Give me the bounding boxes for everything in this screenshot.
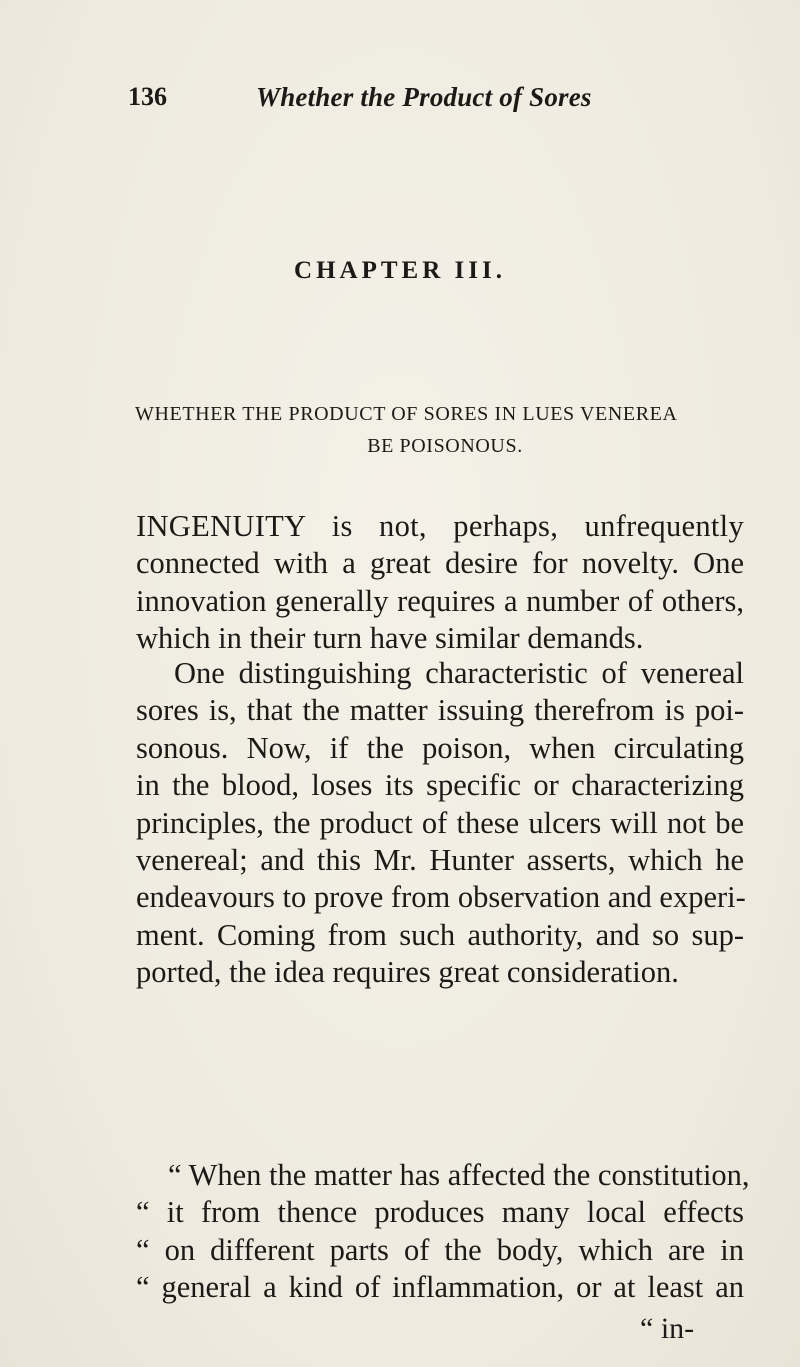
text-line: sores is, that the matter issuing therefrom is poi- bbox=[136, 693, 744, 728]
text-line: ment. Coming from such authority, and so sup- bbox=[136, 917, 744, 952]
text-line: INGENUITY is not, perhaps, unfrequently bbox=[136, 509, 744, 543]
running-title: Whether the Product of Sores bbox=[256, 82, 592, 112]
text-line: “ general a kind of inflammation, or at least an bbox=[136, 1270, 744, 1305]
chapter-title-line-1: WHETHER THE PRODUCT OF SORES IN LUES VENEREA bbox=[135, 403, 678, 425]
text-line: “ on different parts of the body, which are in bbox=[136, 1232, 744, 1267]
text-line: which in their turn have similar demands. bbox=[136, 621, 644, 656]
paragraph-3-quotation bbox=[136, 1157, 750, 1307]
text-line: sonous. Now, if the poison, when circulating bbox=[136, 730, 744, 765]
text-line: “ When the matter has affected the constitution, bbox=[168, 1158, 750, 1192]
paragraph-2 bbox=[136, 655, 744, 992]
chapter-title-line-2: BE POISONOUS. bbox=[367, 435, 523, 457]
text-line: venereal; and this Mr. Hunter asserts, which he bbox=[136, 843, 744, 878]
catchword: “ in- bbox=[640, 1312, 695, 1345]
text-line: principles, the product of these ulcers will not be bbox=[136, 805, 744, 840]
page-number: 136 bbox=[128, 82, 167, 111]
paragraph-1 bbox=[136, 508, 744, 658]
text-line: ported, the idea requires great consideration. bbox=[136, 955, 679, 990]
text-line: connected with a great desire for novelty. One bbox=[136, 546, 744, 581]
text-line: One distinguishing characteristic of venereal bbox=[174, 656, 744, 690]
text-line: endeavours to prove from observation and experi- bbox=[136, 880, 746, 915]
running-head bbox=[128, 82, 628, 122]
text-line: “ it from thence produces many local effects bbox=[136, 1195, 744, 1230]
chapter-heading: CHAPTER III. bbox=[294, 257, 506, 284]
text-line: innovation generally requires a number of others, bbox=[136, 583, 744, 618]
text-line: in the blood, loses its specific or characterizing bbox=[136, 768, 744, 803]
chapter-title bbox=[135, 398, 755, 462]
